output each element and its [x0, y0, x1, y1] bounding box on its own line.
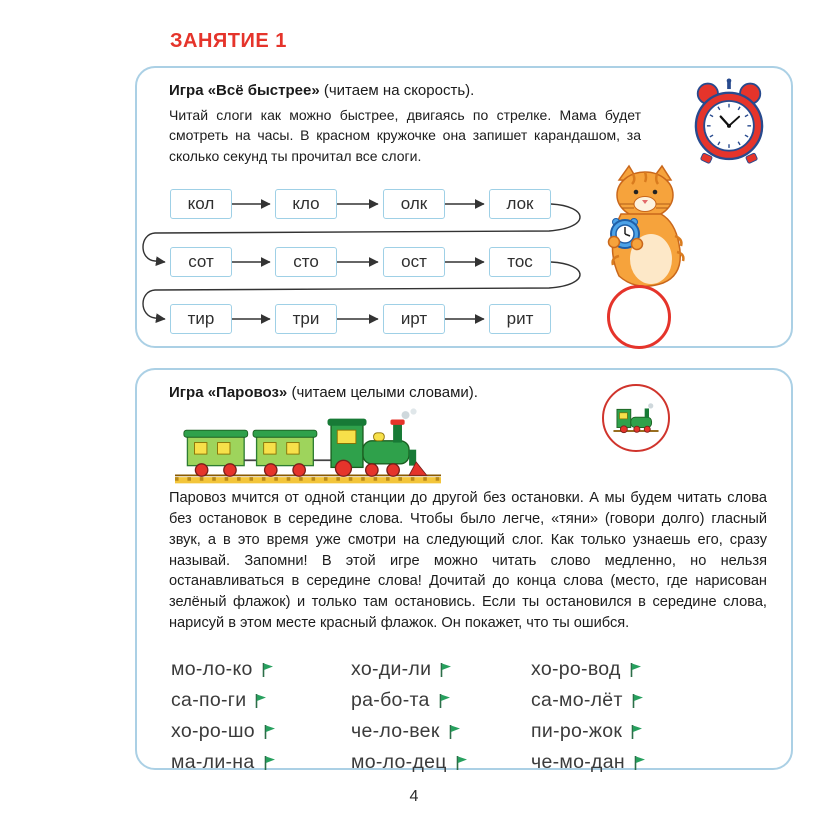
green-flag-icon: [438, 693, 451, 709]
syllable-cell: рит: [489, 304, 551, 334]
alarm-clock-svg: [683, 78, 775, 170]
word-text: пи-ро-жок: [531, 720, 623, 742]
word-item: [171, 689, 343, 712]
red-answer-circle: [607, 285, 671, 349]
game2-instructions: Паровоз мчится от одной станции до другой без остановки. А мы будем читать слова без остановок в середине слова. Чтобы было легче, «тяни» (говори долго) гласный звук, а в это время уже смотри на следующий слог. Как только узнаешь его, сразу называй. Запомни! В этой игре можно читать слово медленно, но нельзя останавливаться в середине слова! Дочитай до конца слова (место, где нарисован зелёный флажок) и только там остановись. Если ты остановился в середине слова, нарисуй в этом месте красный флажок. Он покажет, что ты ошибся.: [169, 490, 767, 632]
syllable-cell: олк: [383, 189, 445, 219]
word-item: [531, 720, 703, 743]
syllable-cell: тир: [170, 304, 232, 334]
train-icon: [175, 408, 441, 486]
game1-instructions: Читай слоги как можно быстрее, двигаясь по стрелке. Мама будет смотреть на часы. В красном кружочке она запишет карандашом, за сколько секунд ты прочитал все слоги.: [169, 107, 641, 164]
train-illustration: [175, 408, 441, 486]
cat-icon: [589, 164, 709, 304]
word-item: [351, 720, 523, 743]
game2-heading: [169, 384, 478, 401]
word-item: [531, 751, 703, 774]
word-text: хо-ро-вод: [531, 658, 621, 680]
green-flag-icon: [261, 662, 274, 678]
word-item: [171, 658, 343, 681]
syllable-cell: кол: [170, 189, 232, 219]
word-item: [171, 751, 343, 774]
game2-subtitle: (читаем целыми словами).: [287, 384, 478, 401]
word-item: [171, 720, 343, 743]
syllable-cell: три: [275, 304, 337, 334]
syllable-cell: ост: [383, 247, 445, 277]
game2-box: [135, 368, 793, 773]
game1-box: [135, 66, 793, 348]
cat-with-clock-illustration: [589, 164, 709, 304]
word-text: са-мо-лёт: [531, 689, 623, 711]
green-flag-icon: [263, 755, 276, 771]
green-flag-icon: [633, 755, 646, 771]
mini-train-icon: [610, 400, 662, 436]
word-item: [351, 751, 523, 774]
word-text: хо-ди-ли: [351, 658, 432, 680]
page-number: 4: [409, 788, 419, 805]
word-text: мо-ло-ко: [171, 658, 253, 680]
game1-heading: [169, 82, 474, 99]
word-item: [351, 658, 523, 681]
syllable-cell: сто: [275, 247, 337, 277]
page-title: ЗАНЯТИЕ 1: [170, 30, 287, 52]
green-flag-icon: [254, 693, 267, 709]
green-flag-icon: [629, 662, 642, 678]
syllable-cell: кло: [275, 189, 337, 219]
green-flag-icon: [439, 662, 452, 678]
word-list: [171, 658, 703, 774]
word-text: че-мо-дан: [531, 751, 625, 773]
wagon-1: [184, 430, 248, 476]
game1-title: Игра «Всё быстрее»: [169, 82, 320, 99]
green-flag-icon: [455, 755, 468, 771]
green-flag-icon: [263, 724, 276, 740]
syllable-cell: ирт: [383, 304, 445, 334]
word-text: мо-ло-дец: [351, 751, 447, 773]
game2-title: Игра «Паровоз»: [169, 384, 288, 401]
word-text: че-ло-век: [351, 720, 440, 742]
word-text: са-по-ги: [171, 689, 247, 711]
word-text: хо-ро-шо: [171, 720, 255, 742]
locomotive: [328, 408, 427, 476]
word-item: [531, 658, 703, 681]
wagon-2: [253, 430, 317, 476]
green-flag-icon: [630, 724, 643, 740]
word-text: ра-бо-та: [351, 689, 430, 711]
green-flag-icon: [631, 693, 644, 709]
word-item: [531, 689, 703, 712]
game1-subtitle: (читаем на скорость).: [319, 82, 475, 99]
alarm-clock-icon: [683, 78, 775, 170]
train-circle-icon: [602, 384, 670, 452]
word-text: ма-ли-на: [171, 751, 255, 773]
green-flag-icon: [448, 724, 461, 740]
syllable-cell: лок: [489, 189, 551, 219]
syllable-cell: тос: [489, 247, 551, 277]
word-item: [351, 689, 523, 712]
syllable-cell: сот: [170, 247, 232, 277]
